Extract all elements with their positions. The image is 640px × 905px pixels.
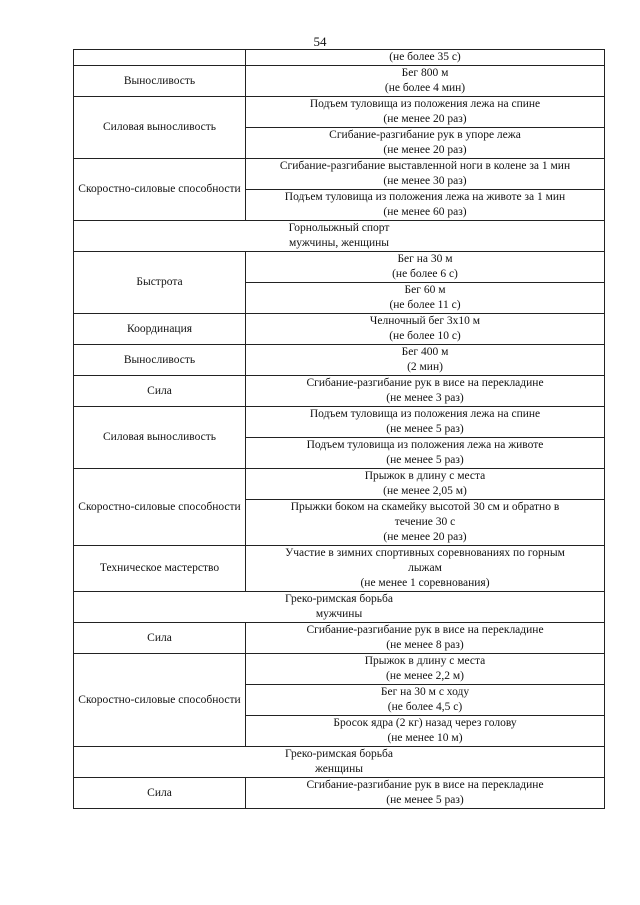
test-line: (не более 6 с) — [392, 268, 458, 280]
table-row — [74, 546, 605, 592]
test-cell — [246, 500, 605, 546]
quality-cell — [74, 50, 246, 66]
test-cell — [246, 190, 605, 221]
quality-cell: Координация — [74, 314, 246, 345]
test-line: лыжам — [408, 562, 442, 574]
table-row — [74, 97, 605, 128]
test-line: Бросок ядра (2 кг) назад через голову — [333, 717, 517, 729]
table-row — [74, 469, 605, 500]
test-cell — [246, 376, 605, 407]
test-line: (не менее 10 м) — [387, 732, 463, 744]
sport-header-row — [74, 747, 605, 778]
test-line: Бег на 30 м — [397, 253, 453, 265]
test-cell — [246, 97, 605, 128]
test-line: Сгибание-разгибание выставленной ноги в колене за 1 мин — [279, 160, 571, 172]
test-cell — [246, 159, 605, 190]
test-cell — [246, 685, 605, 716]
test-line: Подъем туловища из положения лежа на животе за 1 мин — [284, 191, 566, 203]
sport-header-cell — [74, 747, 605, 778]
test-line: Прыжки боком на скамейку высотой 30 см и обратно в — [290, 501, 560, 513]
table-row — [74, 407, 605, 438]
quality-cell: Выносливость — [74, 345, 246, 376]
test-line: Сгибание-разгибание рук в висе на перекладине — [306, 377, 544, 389]
test-cell — [246, 314, 605, 345]
test-cell — [246, 438, 605, 469]
table-row — [74, 314, 605, 345]
test-line: (не более 4,5 с) — [387, 701, 463, 713]
table-row — [74, 252, 605, 283]
table-row — [74, 376, 605, 407]
sport-header-cell — [74, 592, 605, 623]
norms-table — [73, 49, 605, 809]
test-line: Участие в зимних спортивных соревнованиях по горным — [285, 547, 565, 559]
test-line: (не менее 20 раз) — [383, 113, 467, 125]
sport-header-row — [74, 221, 605, 252]
quality-cell: Скоростно-силовые способности — [74, 654, 246, 747]
test-cell — [246, 469, 605, 500]
sport-header-line: Греко-римская борьба — [285, 593, 393, 605]
table-row — [74, 778, 605, 809]
test-cell — [246, 128, 605, 159]
quality-cell: Скоростно-силовые способности — [74, 159, 246, 221]
test-line: Прыжок в длину с места — [364, 470, 486, 482]
quality-cell: Сила — [74, 778, 246, 809]
quality-cell: Быстрота — [74, 252, 246, 314]
quality-cell: Сила — [74, 623, 246, 654]
test-line: Бег на 30 м с ходу — [380, 686, 470, 698]
test-line: (не более 11 с) — [389, 299, 461, 311]
test-cell — [246, 407, 605, 438]
test-cell — [246, 50, 605, 66]
test-line: (не менее 60 раз) — [383, 206, 467, 218]
norms-table-body — [74, 50, 605, 809]
test-line: Подъем туловища из положения лежа на спине — [309, 98, 541, 110]
table-row — [74, 623, 605, 654]
page-number: 54 — [313, 34, 327, 49]
test-line: (2 мин) — [407, 361, 443, 373]
test-line: (не менее 30 раз) — [383, 175, 467, 187]
test-line: (не менее 20 раз) — [383, 144, 467, 156]
test-line: Челночный бег 3х10 м — [369, 315, 481, 327]
quality-cell: Техническое мастерство — [74, 546, 246, 592]
test-line: (не менее 2,2 м) — [386, 670, 464, 682]
test-line: Сгибание-разгибание рук в висе на перекладине — [306, 624, 544, 636]
test-cell — [246, 778, 605, 809]
quality-cell: Выносливость — [74, 66, 246, 97]
sport-header-cell — [74, 221, 605, 252]
test-line: (не менее 1 соревнования) — [360, 577, 490, 589]
table-row — [74, 66, 605, 97]
test-line: (не более 4 мин) — [384, 82, 466, 94]
test-line: Бег 800 м — [401, 67, 449, 79]
test-line: (не менее 5 раз) — [386, 454, 464, 466]
test-cell — [246, 283, 605, 314]
test-line: течение 30 с — [394, 516, 456, 528]
test-line: Подъем туловища из положения лежа на животе — [306, 439, 544, 451]
table-row — [74, 654, 605, 685]
test-cell — [246, 654, 605, 685]
test-cell — [246, 66, 605, 97]
test-line: (не менее 3 раз) — [386, 392, 464, 404]
test-cell — [246, 716, 605, 747]
quality-cell: Сила — [74, 376, 246, 407]
test-cell — [246, 546, 605, 592]
test-line: Подъем туловища из положения лежа на спине — [309, 408, 541, 420]
test-line: (не менее 20 раз) — [383, 531, 467, 543]
test-cell — [246, 252, 605, 283]
test-line: Сгибание-разгибание рук в висе на перекладине — [306, 779, 544, 791]
test-cell — [246, 623, 605, 654]
test-line: (не менее 5 раз) — [386, 794, 464, 806]
test-line: Прыжок в длину с места — [364, 655, 486, 667]
test-line: (не менее 8 раз) — [386, 639, 464, 651]
table-row — [74, 50, 605, 66]
test-cell — [246, 345, 605, 376]
sport-header-line: женщины — [315, 763, 363, 775]
table-row — [74, 159, 605, 190]
sport-header-line: мужчины — [315, 608, 363, 620]
test-line: Бег 400 м — [401, 346, 449, 358]
table-row — [74, 345, 605, 376]
test-line: (не более 10 с) — [389, 330, 461, 342]
sport-header-line: мужчины, женщины — [288, 237, 390, 249]
test-line: Бег 60 м — [404, 284, 446, 296]
sport-header-line: Греко-римская борьба — [285, 748, 393, 760]
sport-header-row — [74, 592, 605, 623]
test-line: Сгибание-разгибание рук в упоре лежа — [329, 129, 521, 141]
quality-cell: Скоростно-силовые способности — [74, 469, 246, 546]
sport-header-line: Горнолыжный спорт — [288, 222, 390, 234]
test-line: (не менее 5 раз) — [386, 423, 464, 435]
test-line: (не менее 2,05 м) — [383, 485, 467, 497]
quality-cell: Силовая выносливость — [74, 407, 246, 469]
quality-cell: Силовая выносливость — [74, 97, 246, 159]
test-line: (не более 35 с) — [389, 51, 461, 63]
